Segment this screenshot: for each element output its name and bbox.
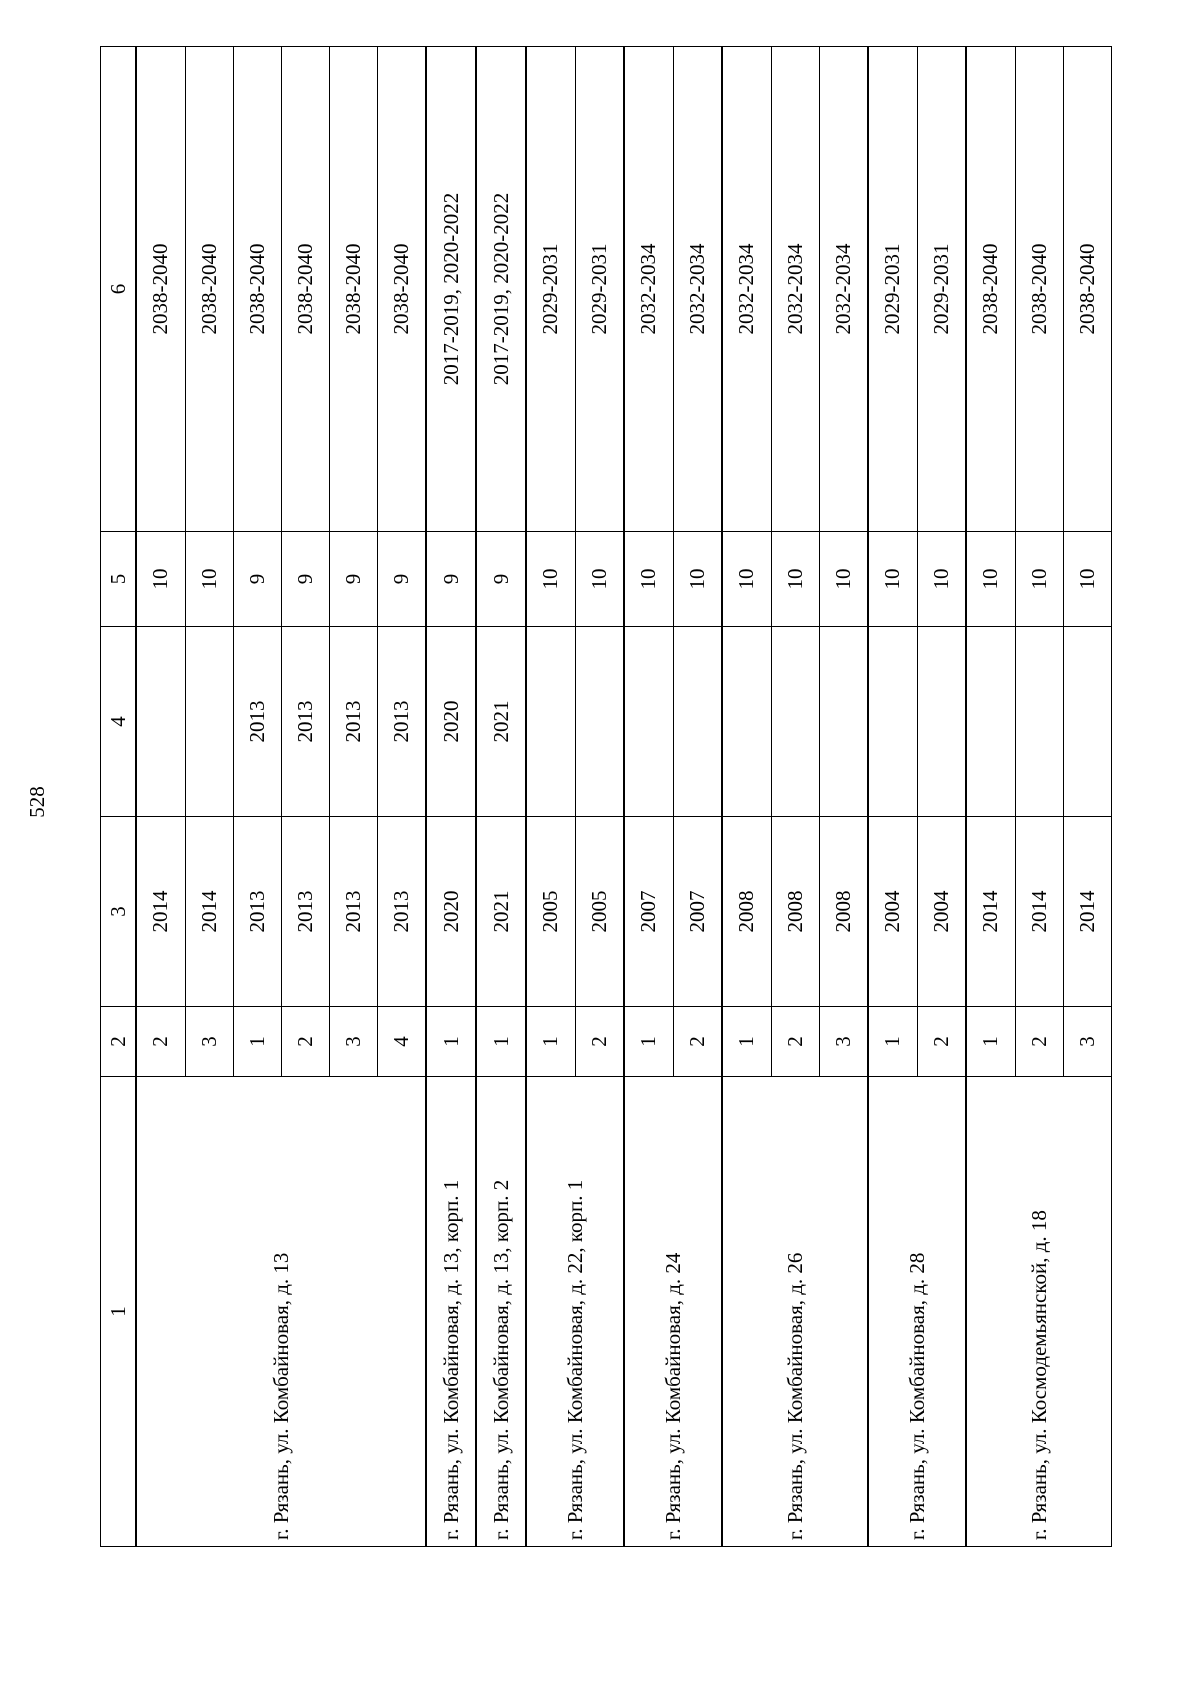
cell-c2: 2 [771, 1007, 819, 1077]
cell-c2: 3 [819, 1007, 868, 1077]
cell-c2: 1 [233, 1007, 281, 1077]
table-body [136, 47, 1112, 1547]
table-row [426, 47, 476, 1547]
cell-c4 [624, 627, 673, 817]
cell-c3: 2014 [1015, 817, 1063, 1007]
cell-c3: 2014 [185, 817, 233, 1007]
cell-c3: 2004 [917, 817, 966, 1007]
cell-c3: 2007 [624, 817, 673, 1007]
table-row [526, 47, 575, 1547]
cell-c6: 2038-2040 [1015, 47, 1063, 532]
cell-c4 [917, 627, 966, 817]
cell-c5: 10 [136, 532, 185, 627]
cell-c4 [722, 627, 771, 817]
cell-c3: 2013 [233, 817, 281, 1007]
table-row [966, 47, 1015, 1547]
cell-c3: 2013 [377, 817, 426, 1007]
address-cell: г. Рязань, ул. Комбайновая, д. 13, корп. 1 [426, 1077, 476, 1547]
cell-c6: 2032-2034 [722, 47, 771, 532]
cell-c5: 10 [185, 532, 233, 627]
cell-c3: 2007 [673, 817, 722, 1007]
cell-c5: 10 [868, 532, 917, 627]
cell-c3: 2021 [476, 817, 526, 1007]
cell-c4 [1015, 627, 1063, 817]
cell-c5: 9 [329, 532, 377, 627]
cell-c5: 10 [819, 532, 868, 627]
cell-c6: 2032-2034 [624, 47, 673, 532]
address-cell: г. Рязань, ул. Комбайновая, д. 28 [868, 1077, 966, 1547]
cell-c2: 2 [281, 1007, 329, 1077]
cell-c6: 2029-2031 [575, 47, 624, 532]
cell-c4: 2013 [281, 627, 329, 817]
cell-c2: 1 [624, 1007, 673, 1077]
header-row [101, 47, 137, 1547]
column-header: 1 [101, 1077, 137, 1547]
data-table [100, 46, 1112, 1547]
cell-c4: 2020 [426, 627, 476, 817]
cell-c2: 4 [377, 1007, 426, 1077]
cell-c3: 2014 [966, 817, 1015, 1007]
cell-c2: 3 [185, 1007, 233, 1077]
cell-c2: 1 [476, 1007, 526, 1077]
cell-c6: 2017-2019, 2020-2022 [426, 47, 476, 532]
cell-c4 [1063, 627, 1111, 817]
cell-c4 [868, 627, 917, 817]
cell-c6: 2038-2040 [1063, 47, 1111, 532]
table-row [868, 47, 917, 1547]
column-header: 5 [101, 532, 137, 627]
table-row [722, 47, 771, 1547]
column-header: 4 [101, 627, 137, 817]
cell-c2: 3 [1063, 1007, 1111, 1077]
cell-c5: 10 [917, 532, 966, 627]
cell-c5: 9 [476, 532, 526, 627]
cell-c3: 2004 [868, 817, 917, 1007]
cell-c4: 2013 [377, 627, 426, 817]
cell-c5: 9 [377, 532, 426, 627]
cell-c5: 9 [233, 532, 281, 627]
column-header: 3 [101, 817, 137, 1007]
cell-c2: 2 [1015, 1007, 1063, 1077]
cell-c2: 3 [329, 1007, 377, 1077]
cell-c2: 2 [917, 1007, 966, 1077]
cell-c3: 2008 [771, 817, 819, 1007]
table-row [136, 47, 185, 1547]
address-cell: г. Рязань, ул. Комбайновая, д. 13, корп. 2 [476, 1077, 526, 1547]
cell-c2: 1 [868, 1007, 917, 1077]
cell-c2: 2 [136, 1007, 185, 1077]
cell-c5: 9 [426, 532, 476, 627]
cell-c6: 2029-2031 [917, 47, 966, 532]
rotated-table-container [100, 47, 1112, 1547]
cell-c4 [771, 627, 819, 817]
cell-c6: 2038-2040 [281, 47, 329, 532]
cell-c3: 2005 [526, 817, 575, 1007]
cell-c6: 2029-2031 [868, 47, 917, 532]
address-cell: г. Рязань, ул. Комбайновая, д. 24 [624, 1077, 722, 1547]
cell-c5: 10 [673, 532, 722, 627]
cell-c3: 2013 [281, 817, 329, 1007]
page-number: 528 [25, 786, 49, 818]
cell-c2: 1 [966, 1007, 1015, 1077]
cell-c3: 2013 [329, 817, 377, 1007]
cell-c6: 2017-2019, 2020-2022 [476, 47, 526, 532]
cell-c4: 2013 [329, 627, 377, 817]
cell-c4: 2021 [476, 627, 526, 817]
cell-c2: 2 [673, 1007, 722, 1077]
table-row [476, 47, 526, 1547]
cell-c6: 2032-2034 [771, 47, 819, 532]
cell-c5: 10 [1063, 532, 1111, 627]
cell-c3: 2008 [722, 817, 771, 1007]
address-cell: г. Рязань, ул. Комбайновая, д. 26 [722, 1077, 868, 1547]
cell-c5: 10 [722, 532, 771, 627]
cell-c6: 2029-2031 [526, 47, 575, 532]
cell-c2: 1 [426, 1007, 476, 1077]
cell-c3: 2008 [819, 817, 868, 1007]
column-header: 2 [101, 1007, 137, 1077]
cell-c5: 10 [526, 532, 575, 627]
cell-c4 [575, 627, 624, 817]
cell-c2: 2 [575, 1007, 624, 1077]
cell-c6: 2032-2034 [673, 47, 722, 532]
cell-c4 [819, 627, 868, 817]
cell-c4: 2013 [233, 627, 281, 817]
address-cell: г. Рязань, ул. Космодемьянской, д. 18 [966, 1077, 1111, 1547]
address-cell: г. Рязань, ул. Комбайновая, д. 13 [136, 1077, 426, 1547]
cell-c5: 9 [281, 532, 329, 627]
cell-c3: 2014 [136, 817, 185, 1007]
table-row [624, 47, 673, 1547]
cell-c6: 2038-2040 [136, 47, 185, 532]
cell-c6: 2038-2040 [185, 47, 233, 532]
cell-c4 [673, 627, 722, 817]
cell-c3: 2005 [575, 817, 624, 1007]
cell-c5: 10 [966, 532, 1015, 627]
cell-c6: 2032-2034 [819, 47, 868, 532]
cell-c4 [526, 627, 575, 817]
cell-c4 [966, 627, 1015, 817]
address-cell: г. Рязань, ул. Комбайновая, д. 22, корп. 1 [526, 1077, 624, 1547]
column-header: 6 [101, 47, 137, 532]
cell-c2: 1 [526, 1007, 575, 1077]
cell-c2: 1 [722, 1007, 771, 1077]
cell-c5: 10 [624, 532, 673, 627]
cell-c5: 10 [575, 532, 624, 627]
cell-c6: 2038-2040 [329, 47, 377, 532]
cell-c5: 10 [771, 532, 819, 627]
cell-c6: 2038-2040 [966, 47, 1015, 532]
cell-c3: 2020 [426, 817, 476, 1007]
cell-c4 [136, 627, 185, 817]
cell-c6: 2038-2040 [233, 47, 281, 532]
cell-c6: 2038-2040 [377, 47, 426, 532]
cell-c3: 2014 [1063, 817, 1111, 1007]
cell-c4 [185, 627, 233, 817]
cell-c5: 10 [1015, 532, 1063, 627]
